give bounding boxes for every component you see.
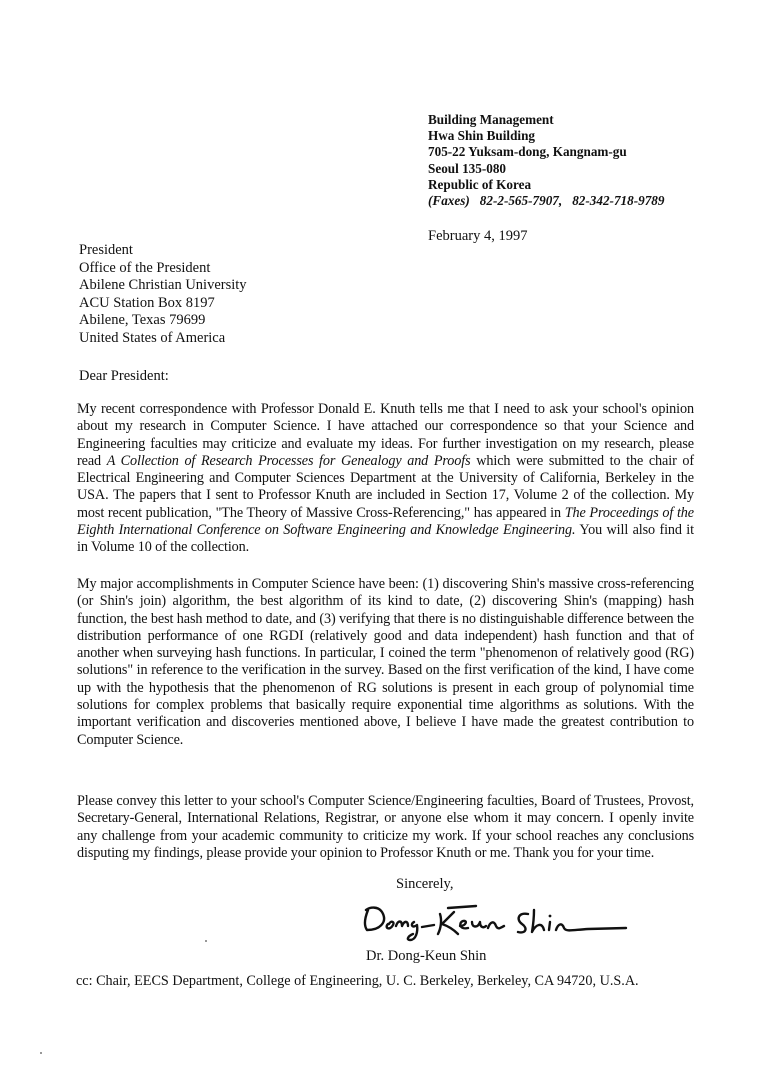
body-paragraph-1 (77, 401, 694, 557)
recipient-line-3: Abilene Christian University (79, 277, 247, 294)
recipient-line-5: Abilene, Texas 79699 (79, 312, 206, 329)
sender-fax-line (428, 193, 665, 209)
paragraph-1-text-c: You will also find it in Volume 10 of the collection. (77, 522, 694, 556)
recipient-line-2: Office of the President (79, 259, 211, 276)
sender-line-2: Hwa Shin Building (428, 128, 536, 144)
paragraph-1-text-b: which were submitted to the chair of Electrical Engineering and Computer Sciences Department at the University of California, Berkeley in the USA. The papers that I sent to Professor Knuth are included in Section 17, Volume 2 of the collection. My most recent publication, "The Theory of Massive Cross-Referencing," has appeared in (77, 452, 694, 521)
sender-address-block (428, 112, 665, 209)
sender-line-3: 705-22 Yuksam-dong, Kangnam-gu (428, 144, 627, 160)
recipient-line-4: ACU Station Box 8197 (79, 294, 215, 311)
handwritten-signature (358, 896, 633, 944)
recipient-line-1: President (79, 242, 133, 258)
recipient-line-6: United States of America (79, 329, 226, 346)
fax-label: (Faxes) (428, 193, 470, 209)
salutation: Dear President: (79, 368, 169, 384)
closing: Sincerely, (396, 876, 454, 892)
letter-date: February 4, 1997 (428, 228, 528, 244)
scan-speck (40, 1052, 42, 1054)
paragraph-1-text-a: My recent correspondence with Professor Donald E. Knuth tells me that I need to ask your school's opinion about my research in Computer Science. I have attached our correspondence so that your Science and Engineering faculties may criticize and evaluate my ideas. For further investigation on my research, please read (77, 401, 694, 469)
sender-line-1: Building Management (428, 112, 554, 127)
sender-line-4: Seoul 135-080 (428, 160, 507, 176)
scan-speck (205, 940, 207, 942)
fax-number-2: 82-342-718-9789 (572, 193, 665, 209)
sender-line-5: Republic of Korea (428, 176, 532, 192)
body-paragraph-2: My major accomplishments in Computer Science have been: (1) discovering Shin's massive cross-referencing (or Shin's join) algorithm, the best algorithm of its kind to date, (2) discovering Shin's (mapping) hash function, the best hash method to date, and (3) verifying that there is no distinguishable difference between the distribution performance of one RGDI (relatively good and data independent) hash function and that of another when surveying hash functions. In particular, I coined the term "phenomenon of relatively good (RG) solutions" in reference to the verification in the survey. Based on the first verification of the kind, I have come up with the hypothesis that the phenomenon of RG solutions is present in each group of polynomial time solutions for complex problems that basically require exponential time algorithms as solutions. With the important verification and discoveries mentioned above, I believe I have made the greatest contribution to Computer Science. (77, 576, 694, 748)
collection-title: A Collection of Research Processes for Genealogy and Proofs (106, 452, 471, 469)
proceedings-title: The Proceedings of the Eighth International Conference on Software Engineering and Knowledge Engineering. (77, 504, 694, 539)
body-paragraph-3: Please convey this letter to your school's Computer Science/Engineering faculties, Board of Trustees, Provost, Secretary-General, International Relations, Registrar, or anyone else whom it may concern. I openly invite any challenge from your academic community to criticize my work. If your school reaches any conclusions disputing my findings, please provide your opinion to Professor Knuth or me. Thank you for your time. (77, 793, 694, 861)
cc-line: cc: Chair, EECS Department, College of Engineering, U. C. Berkeley, Berkeley, CA 94720, U.S.A. (76, 973, 639, 989)
recipient-address-block (79, 242, 247, 348)
signer-name: Dr. Dong-Keun Shin (366, 948, 487, 964)
fax-number-1: 82-2-565-7907, (479, 193, 563, 209)
